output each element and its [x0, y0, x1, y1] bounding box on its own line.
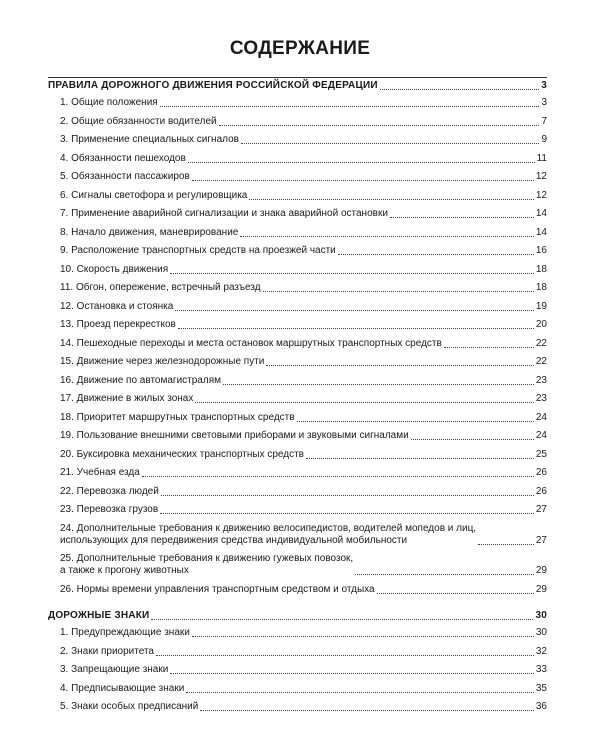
toc-item [48, 208, 547, 220]
entry-label: 2. Знаки приоритета [60, 645, 154, 657]
dot-leader [192, 179, 534, 181]
section-divider [48, 77, 547, 78]
entry-label: 4. Предписывающие знаки [60, 682, 185, 694]
dot-leader [240, 235, 534, 237]
toc-item [48, 584, 547, 596]
toc-item [48, 134, 547, 146]
page-number: 22 [535, 337, 547, 349]
entry-label: 14. Пешеходные переходы и места остановок маршрутных транспортных средств [60, 337, 442, 349]
dot-leader [266, 364, 534, 366]
entry-label: 5. Знаки особых предписаний [60, 701, 199, 712]
dot-leader [170, 272, 534, 274]
entry-label: 15. Движение через железнодорожные пути [60, 356, 265, 367]
dot-leader [170, 672, 534, 674]
dot-leader [241, 142, 539, 144]
entry-label: 7. Применение аварийной сигнализации и знака аварийной остановки [60, 208, 388, 219]
dot-leader [161, 494, 534, 496]
entry-label-line2: использующих для передвижения средства индивидуальной мобильности [60, 534, 408, 546]
dot-leader [338, 253, 534, 255]
entry-label: 4. Обязанности пешеходов [60, 152, 186, 164]
page-number: 30 [535, 627, 547, 638]
toc-item [48, 116, 547, 128]
dot-leader [380, 88, 539, 90]
dot-leader [411, 438, 534, 440]
entry-label: 20. Буксировка механических транспортных средств [60, 448, 304, 460]
section-heading [48, 610, 547, 622]
toc-item [48, 227, 547, 239]
page-number: 11 [536, 152, 547, 164]
page-number: 3 [541, 80, 547, 91]
toc-item [48, 356, 547, 368]
page-number: 3 [541, 97, 547, 108]
entry-label: 18. Приоритет маршрутных транспортных средств [60, 411, 295, 423]
toc-item [48, 153, 547, 165]
entry-label: ПРАВИЛА ДОРОЖНОГО ДВИЖЕНИЯ РОССИЙСКОЙ ФЕДЕРАЦИИ [48, 80, 378, 91]
entry-label-line1: 25. Дополнительные требования к движению гужевых повозок, [60, 553, 354, 564]
dot-leader [355, 573, 534, 575]
toc-item [48, 646, 547, 658]
page-number: 24 [535, 411, 547, 423]
entry-label: 9. Расположение транспортных средств на проезжей части [60, 245, 336, 256]
page-number: 12 [535, 189, 547, 201]
toc-item [48, 627, 547, 639]
entry-label: 1. Общие положения [60, 97, 158, 108]
entry-label: 26. Нормы времени управления транспортным средством и отдыха [60, 583, 375, 595]
toc-item [48, 301, 547, 313]
dot-leader [390, 216, 534, 218]
page-number: 20 [535, 319, 547, 330]
toc-item [48, 375, 547, 387]
entry-label: 3. Запрещающие знаки [60, 664, 169, 675]
page-number: 26 [535, 467, 547, 478]
dot-leader [186, 691, 534, 693]
dot-leader [444, 346, 534, 348]
page-number: 25 [535, 448, 547, 460]
dot-leader [219, 124, 540, 126]
dot-leader [195, 401, 534, 403]
entry-label: ДОРОЖНЫЕ ЗНАКИ [48, 610, 150, 621]
dot-leader [178, 327, 534, 329]
dot-leader [188, 161, 535, 163]
dot-leader [297, 420, 534, 422]
page-number: 24 [535, 430, 547, 441]
entry-label: 5. Обязанности пассажиров [60, 171, 190, 182]
entry-label-line2: а также к прогону животных [60, 565, 189, 576]
toc-item [48, 245, 547, 257]
page-number: 7 [541, 115, 547, 127]
dot-leader [192, 635, 534, 637]
dot-leader [263, 290, 534, 292]
entry-label: 23. Перевозка грузов [60, 504, 159, 515]
page-number: 29 [535, 583, 547, 595]
entry-label: 2. Общие обязанности водителей [60, 115, 217, 127]
dot-leader [151, 618, 533, 620]
page-number: 18 [535, 282, 547, 293]
toc-item [48, 264, 547, 276]
page-number: 19 [535, 300, 547, 312]
entry-label: 16. Движение по автомагистралям [60, 374, 221, 386]
toc-item [48, 701, 547, 713]
page-number: 12 [535, 171, 547, 182]
dot-leader [223, 383, 534, 385]
dot-leader [306, 457, 534, 459]
dot-leader [160, 512, 534, 514]
toc-item [48, 190, 547, 202]
page-number: 14 [535, 208, 547, 219]
entry-label: 12. Остановка и стоянка [60, 300, 174, 312]
page-number: 23 [535, 393, 547, 404]
page-number: 36 [535, 701, 547, 712]
page-number: 26 [535, 485, 547, 497]
toc-item [48, 664, 547, 676]
toc-item [48, 97, 547, 109]
toc-item [48, 430, 547, 442]
toc-item [48, 412, 547, 424]
dot-leader [377, 592, 534, 594]
page-title: СОДЕРЖАНИЕ [229, 38, 371, 59]
dot-leader [156, 654, 534, 656]
page-number: 18 [535, 263, 547, 275]
entry-label: 11. Обгон, опережение, встречный разъезд [60, 282, 261, 293]
page-number: 23 [535, 374, 547, 386]
entry-label: 17. Движение в жилых зонах [60, 393, 194, 404]
toc-item [48, 523, 547, 547]
section-heading [48, 80, 547, 92]
toc-item [48, 553, 547, 577]
entry-label: 22. Перевозка людей [60, 485, 159, 497]
page-number: 32 [535, 645, 547, 657]
entry-label: 6. Сигналы светофора и регулировщика [60, 189, 248, 201]
entry-label-line1: 24. Дополнительные требования к движению велосипедистов, водителей мопедов и лиц, [60, 522, 477, 534]
dot-leader [249, 198, 534, 200]
entry-label: 21. Учебная езда [60, 467, 140, 478]
page-number: 9 [541, 134, 547, 145]
page-number: 14 [535, 226, 547, 238]
page-number: 27 [535, 534, 547, 546]
dot-leader [175, 309, 534, 311]
page-number: 16 [535, 245, 547, 256]
toc-item [48, 449, 547, 461]
entry-label: 10. Скорость движения [60, 263, 169, 275]
entry-label: 8. Начало движения, маневрирование [60, 226, 239, 238]
toc-item [48, 504, 547, 516]
entry-label: 19. Пользование внешними световыми приборами и звуковыми сигналами [60, 430, 409, 441]
page-number: 22 [535, 356, 547, 367]
entry-label-multiline [60, 523, 476, 547]
page-number: 33 [535, 664, 547, 675]
toc-item [48, 282, 547, 294]
toc-item [48, 171, 547, 183]
toc-item [48, 467, 547, 479]
entry-label: 3. Применение специальных сигналов [60, 134, 239, 145]
toc-item [48, 393, 547, 405]
page-number: 35 [535, 682, 547, 694]
dot-leader [478, 543, 534, 545]
toc-item [48, 338, 547, 350]
dot-leader [200, 709, 534, 711]
page-number: 30 [535, 610, 547, 621]
entry-label-multiline [60, 553, 353, 577]
dot-leader [142, 475, 534, 477]
entry-label: 13. Проезд перекрестков [60, 319, 176, 330]
dot-leader [160, 105, 540, 107]
toc-item [48, 319, 547, 331]
page-number: 27 [535, 504, 547, 515]
toc-item [48, 683, 547, 695]
entry-label: 1. Предупреждающие знаки [60, 627, 190, 638]
page-number: 29 [535, 565, 547, 576]
toc-item [48, 486, 547, 498]
